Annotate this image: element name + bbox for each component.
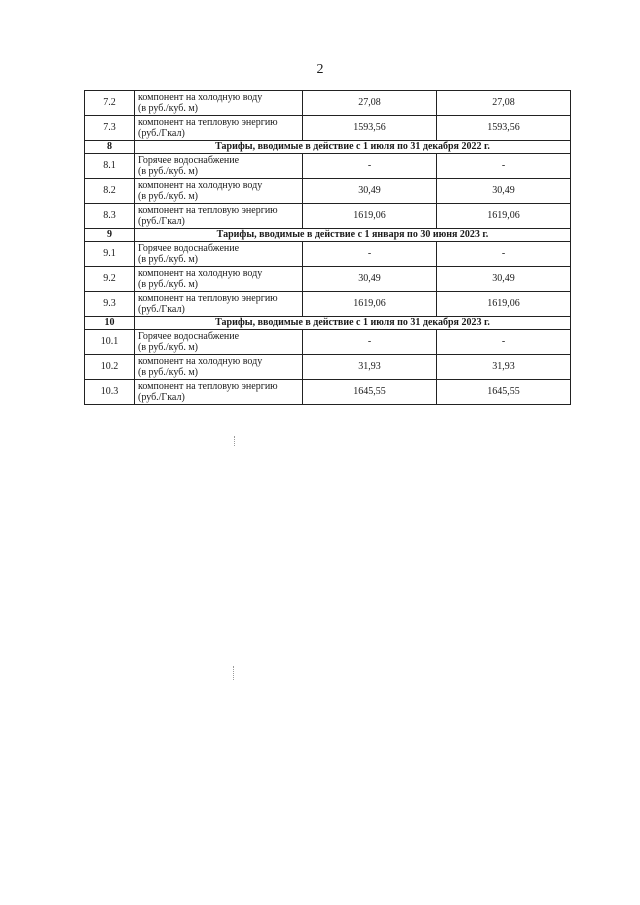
row-value-1: 1645,55 (303, 380, 437, 405)
row-description (135, 204, 303, 229)
row-description-line: Горячее водоснабжение (138, 154, 240, 166)
row-value-1: 31,93 (303, 355, 437, 380)
table-row (85, 380, 571, 405)
row-number: 8.1 (85, 154, 135, 179)
row-description (135, 91, 303, 116)
row-description (135, 355, 303, 380)
row-number: 10.2 (85, 355, 135, 380)
row-description-line: компонент на тепловую энергию (138, 204, 278, 216)
row-description-line: (руб./Гкал) (138, 392, 185, 403)
page-number: 2 (316, 62, 324, 77)
row-value-2: 1619,06 (437, 292, 571, 317)
table-row (85, 116, 571, 141)
section-title: Тарифы, вводимые в действие с 1 января по 30 июня 2023 г. (135, 229, 571, 242)
table-section-row (85, 141, 571, 154)
table-section-row (85, 317, 571, 330)
table-row (85, 154, 571, 179)
table-row (85, 330, 571, 355)
table-row (85, 355, 571, 380)
row-number: 9.2 (85, 267, 135, 292)
row-value-2: - (437, 242, 571, 267)
row-description-line: компонент на тепловую энергию (138, 292, 278, 304)
row-description-line: (в руб./куб. м) (138, 254, 198, 265)
row-value-1: - (303, 242, 437, 267)
row-number: 7.2 (85, 91, 135, 116)
row-description (135, 116, 303, 141)
row-number: 8.3 (85, 204, 135, 229)
row-description-line: (руб./Гкал) (138, 304, 185, 315)
row-value-1: 1619,06 (303, 292, 437, 317)
row-description-line: компонент на тепловую энергию (138, 116, 278, 128)
section-title: Тарифы, вводимые в действие с 1 июля по 31 декабря 2022 г. (135, 141, 571, 154)
row-number: 9.3 (85, 292, 135, 317)
tariff-table (84, 90, 571, 405)
row-value-2: - (437, 330, 571, 355)
row-description (135, 267, 303, 292)
section-number: 8 (85, 141, 135, 154)
row-description-line: компонент на холодную воду (138, 179, 263, 191)
row-value-2: 1619,06 (437, 204, 571, 229)
row-description-line: (в руб./куб. м) (138, 342, 198, 353)
section-title: Тарифы, вводимые в действие с 1 июля по 31 декабря 2023 г. (135, 317, 571, 330)
row-description-line: (в руб./куб. м) (138, 191, 198, 202)
row-value-2: 30,49 (437, 179, 571, 204)
row-value-2: - (437, 154, 571, 179)
row-description-line: (в руб./куб. м) (138, 279, 198, 290)
table-section-row (85, 229, 571, 242)
row-number: 10.3 (85, 380, 135, 405)
section-number: 10 (85, 317, 135, 330)
row-description-line: (в руб./куб. м) (138, 103, 198, 114)
row-description (135, 330, 303, 355)
row-description (135, 179, 303, 204)
row-number: 8.2 (85, 179, 135, 204)
row-description-line: Горячее водоснабжение (138, 242, 240, 254)
table-row (85, 242, 571, 267)
row-value-2: 30,49 (437, 267, 571, 292)
tariff-table-body (85, 91, 571, 405)
row-description (135, 242, 303, 267)
row-value-1: 1593,56 (303, 116, 437, 141)
row-value-1: - (303, 154, 437, 179)
row-value-2: 27,08 (437, 91, 571, 116)
row-value-2: 1645,55 (437, 380, 571, 405)
row-description (135, 292, 303, 317)
row-value-1: 30,49 (303, 179, 437, 204)
table-row (85, 91, 571, 116)
row-number: 7.3 (85, 116, 135, 141)
row-description-line: (руб./Гкал) (138, 216, 185, 227)
row-description (135, 154, 303, 179)
row-description-line: Горячее водоснабжение (138, 330, 240, 342)
row-description-line: компонент на холодную воду (138, 355, 263, 367)
row-description-line: (руб./Гкал) (138, 128, 185, 139)
row-description-line: компонент на тепловую энергию (138, 380, 278, 392)
table-row (85, 179, 571, 204)
row-description-line: компонент на холодную воду (138, 91, 263, 103)
scan-artifact-mark (233, 666, 235, 680)
table-row (85, 204, 571, 229)
row-description (135, 380, 303, 405)
row-number: 10.1 (85, 330, 135, 355)
row-description-line: компонент на холодную воду (138, 267, 263, 279)
row-description-line: (в руб./куб. м) (138, 166, 198, 177)
scan-artifact-mark (234, 436, 236, 446)
row-description-line: (в руб./куб. м) (138, 367, 198, 378)
section-number: 9 (85, 229, 135, 242)
row-value-1: - (303, 330, 437, 355)
row-number: 9.1 (85, 242, 135, 267)
row-value-1: 1619,06 (303, 204, 437, 229)
row-value-2: 1593,56 (437, 116, 571, 141)
row-value-1: 30,49 (303, 267, 437, 292)
table-row (85, 292, 571, 317)
row-value-1: 27,08 (303, 91, 437, 116)
row-value-2: 31,93 (437, 355, 571, 380)
table-row (85, 267, 571, 292)
